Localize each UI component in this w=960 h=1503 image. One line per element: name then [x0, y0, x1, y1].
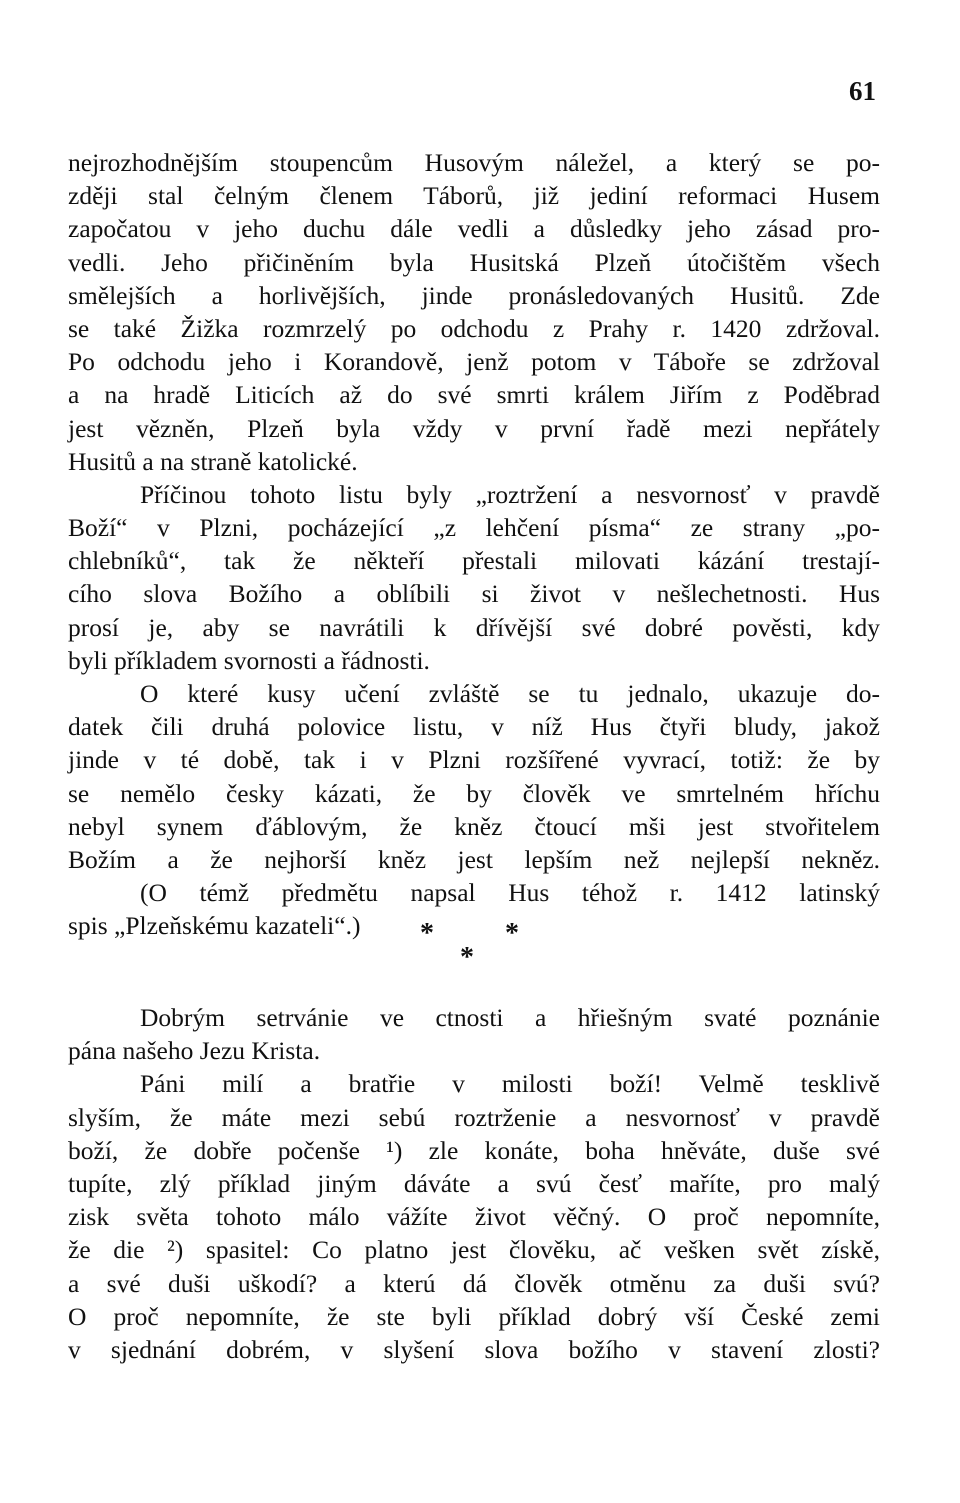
text-line: započatou v jeho duchu dále vedli a důsledky jeho zásad pro-	[68, 214, 880, 244]
text-line: chlebníků“, tak že někteří přestali milovati kázání trestají-	[68, 546, 880, 576]
text-line: smělejších a horlivějších, jinde pronásledovaných Husitů. Zde	[68, 280, 880, 310]
text-line: Po odchodu jeho i Korandově, jenž potom v Táboře se zdržoval	[68, 347, 880, 377]
text-line: Boží“ v Plzni, pocházející „z lehčení písma“ ze strany „po-	[68, 513, 880, 543]
text-line: Božím a že nejhorší kněz jest lepším než nejlepší nekněz.	[68, 844, 880, 874]
text-line: spis „Plzeňskému kazateli“.)	[68, 911, 361, 941]
text-line: pána našeho Jezu Krista.	[68, 1036, 321, 1066]
text-line: (O témž předmětu napsal Hus téhož r. 1412 latinský	[140, 878, 880, 908]
text-line: O proč nepomníte, že ste byli příklad dobrý vší České zemi	[68, 1301, 880, 1331]
text-line: v sjednání dobrém, v slyšení slova božího v stavení zlosti?	[68, 1334, 880, 1364]
text-line: tupíte, zlý příklad jiným dáváte a svú česť maříte, pro malý	[68, 1168, 880, 1198]
text-line: zisk světa tohoto málo vážíte život věčný. O proč nepomníte,	[68, 1202, 880, 1232]
text-line: Dobrým setrvánie ve ctnosti a hřiešným svaté poznánie	[140, 1003, 880, 1032]
text-line: Příčinou tohoto listu byly „roztržení a nesvornosť v pravdě	[140, 479, 880, 509]
text-line: jinde v té době, tak i v Plzni rozšířené vyvrací, totiž: že by	[68, 745, 880, 775]
page-number: 61	[849, 76, 876, 106]
text-line: a své duši uškodí? a kterú dá člověk otměnu za duši svú?	[68, 1268, 880, 1298]
text-line: se nemělo česky kázati, že by člověk ve smrtelném hříchu	[68, 778, 880, 808]
text-line: Páni milí a bratřie v milosti boží! Velmě tesklivě	[140, 1069, 880, 1099]
text-line: zději stal čelným členem Táborů, již jediní reformaci Husem	[68, 181, 880, 211]
text-line: prosí je, aby se navrátili k dřívější své dobré pověsti, kdy	[68, 612, 880, 642]
text-line: cího slova Božího a oblíbili si život v nešlechetnosti. Hus	[68, 579, 880, 609]
text-line: jest vězněn, Plzeň byla vždy v první řadě mezi nepřátely	[68, 413, 880, 443]
text-line: slyším, že máte mezi sebú roztrženie a nesvornosť v pravdě	[68, 1102, 880, 1132]
asterisk: *	[505, 918, 519, 949]
section-separator	[0, 912, 960, 972]
asterisk: *	[420, 918, 434, 949]
text-line: že die ²) spasitel: Co platno jest člověku, ač vešken svět získě,	[68, 1235, 880, 1265]
text-line: byli příkladem svornosti a řádnosti.	[68, 645, 430, 675]
text-line: Husitů a na straně katolické.	[68, 446, 358, 476]
letter-section	[68, 1001, 880, 1366]
text-line: nebyl synem ďáblovým, že kněz čtoucí mši jest stvořitelem	[68, 811, 880, 841]
text-line: a na hradě Liticích až do své smrti králem Jiřím z Poděbrad	[68, 380, 880, 410]
text-line: se také Žižka rozmrzelý po odchodu z Prahy r. 1420 zdržoval.	[68, 313, 880, 343]
text-line: datek čili druhá polovice listu, v níž Hus čtyři bludy, jakož	[68, 712, 880, 742]
asterisk: *	[460, 942, 474, 973]
text-line: O které kusy učení zvláště se tu jednalo, ukazuje do-	[140, 679, 880, 708]
commentary-section	[68, 146, 880, 943]
text-line: vedli. Jeho přičiněním byla Husitská Plzeň útočištěm všech	[68, 247, 880, 277]
text-line: nejrozhodnějším stoupencům Husovým náležel, a který se po-	[68, 148, 880, 177]
text-line: boží, že dobře počenše ¹) zle konáte, boha hněváte, duše své	[68, 1135, 880, 1165]
